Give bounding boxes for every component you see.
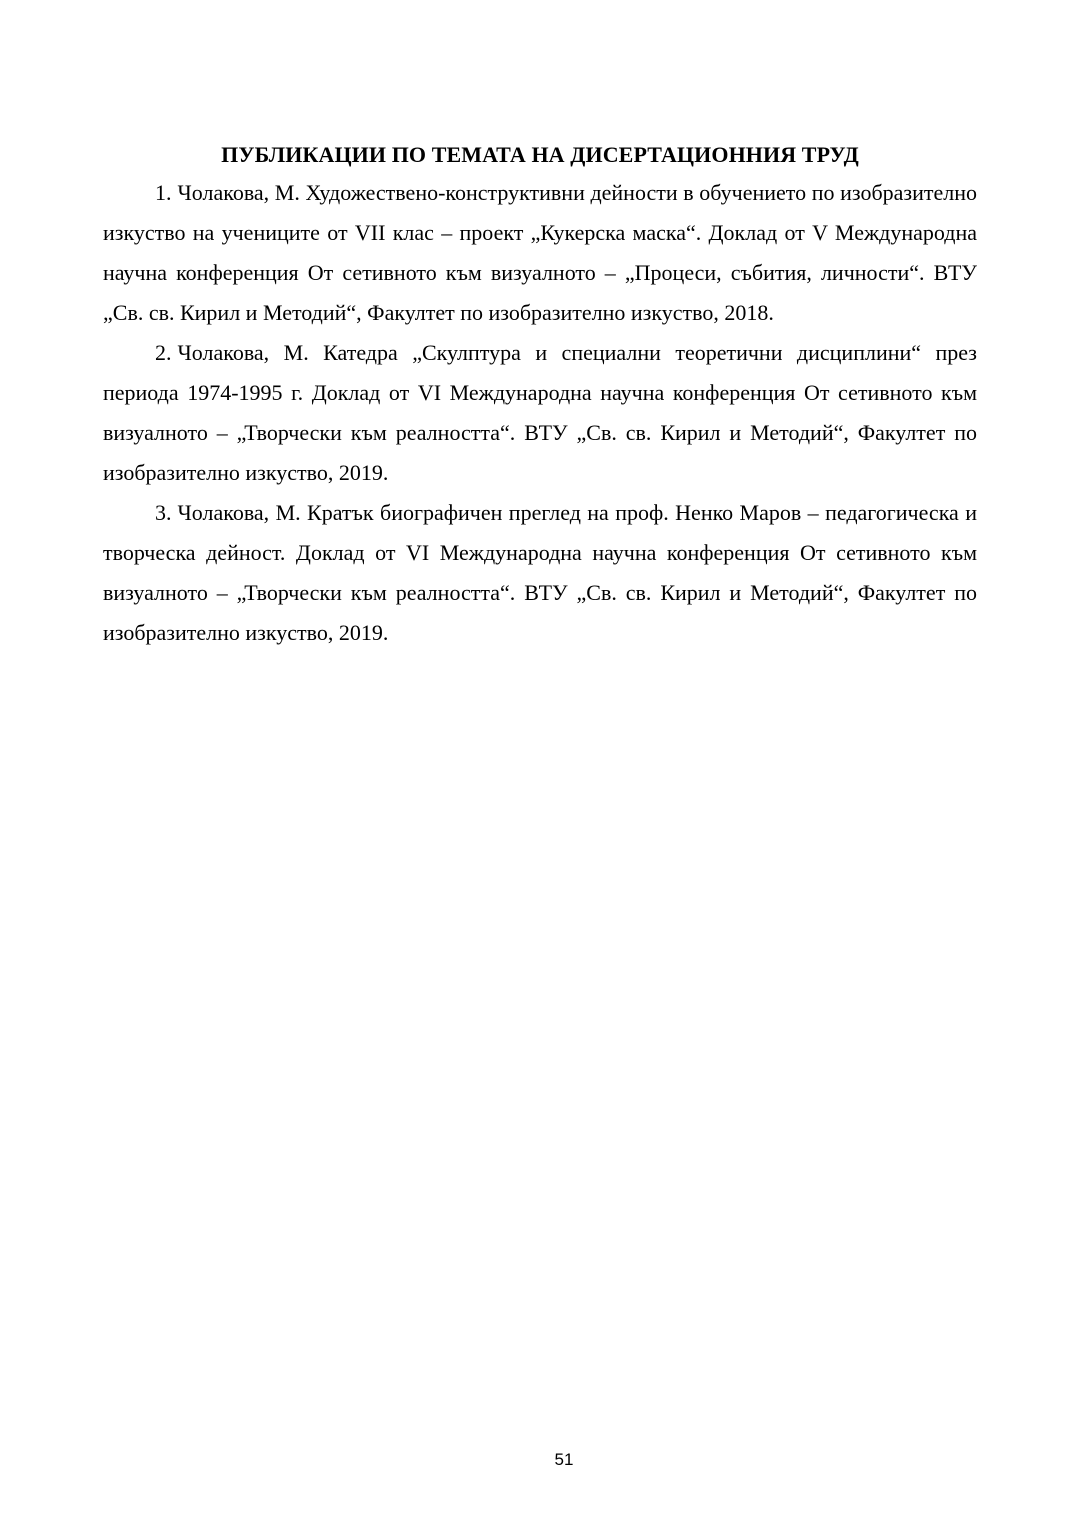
entry-number: 3. bbox=[155, 500, 172, 525]
publication-entry bbox=[103, 173, 977, 333]
entry-text: Чолакова, М. Художествено-конструктивни дейности в обучението по изобразително изкуство на учениците от VII клас – проект „Кукерска маска“. Доклад от V Международна научна конференция От сетивното към визуалното – „Процеси, събития, личности“. ВТУ „Св. св. Кирил и Методий“, Факултет по изобразително изкуство, 2018. bbox=[103, 180, 977, 325]
publication-entry bbox=[103, 493, 977, 653]
publication-entry bbox=[103, 333, 977, 493]
publications-section bbox=[103, 137, 977, 653]
entry-number: 2. bbox=[155, 340, 172, 365]
entry-number: 1. bbox=[155, 180, 172, 205]
section-heading: ПУБЛИКАЦИИ ПО ТЕМАТА НА ДИСЕРТАЦИОННИЯ ТРУД bbox=[221, 142, 859, 167]
entry-text: Чолакова, М. Кратък биографичен преглед на проф. Ненко Маров – педагогическа и творческа дейност. Доклад от VI Международна научна конференция От сетивното към визуалното – „Творчески към реалността“. ВТУ „Св. св. Кирил и Методий“, Факултет по изобразително изкуство, 2019. bbox=[103, 500, 977, 645]
page-number: 51 bbox=[554, 1450, 574, 1469]
entry-text: Чолакова, М. Катедра „Скулптура и специални теоретични дисциплини“ през периода 1974-1995 г. Доклад от VI Международна научна конференция От сетивното към визуалното – „Творчески към реалността“. ВТУ „Св. св. Кирил и Методий“, Факултет по изобразително изкуство, 2019. bbox=[103, 340, 977, 485]
